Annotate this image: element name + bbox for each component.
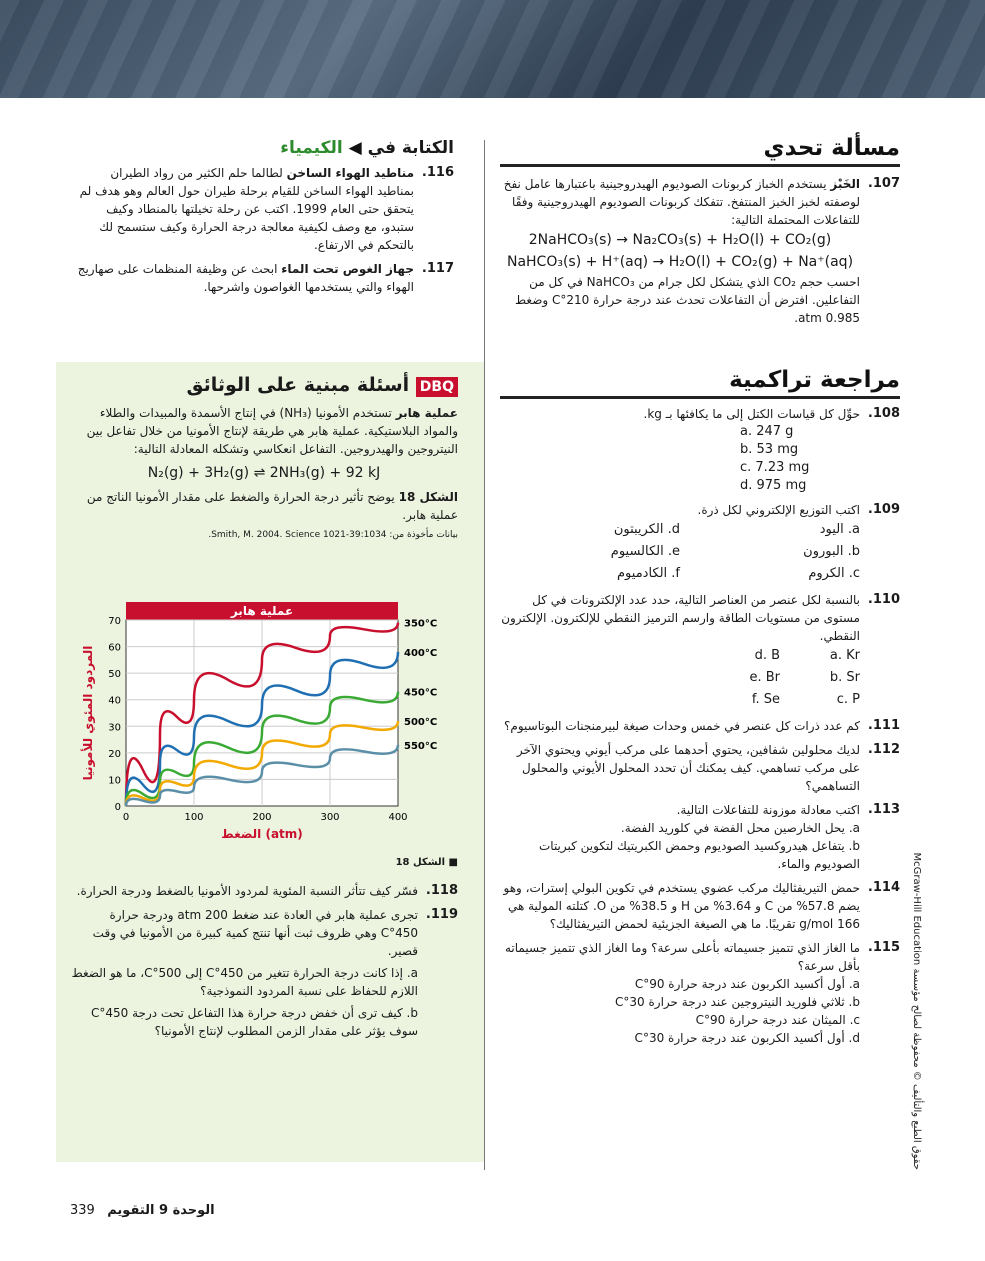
question-text-2: احسب حجم CO₂ الذي يتشكل لكل جرام من NaHCO₃ في كل من التفاعلين. افترض أن التفاعلات تحدث عند درجة حرارة 210°C وضغط 0.985 atm. (515, 275, 860, 325)
question-109 (500, 501, 900, 585)
review-underline (500, 396, 900, 399)
haber-equation: N₂(g) + 3H₂(g) ⇌ 2NH₃(g) + 92 kJ (147, 465, 381, 481)
option-a: a. 247 g (740, 424, 794, 439)
question-text: فسّر كيف تتأثر النسبة المئوية لمردود الأمونيا بالضغط ودرجة الحرارة. (76, 884, 418, 898)
question-number: 118. (425, 883, 458, 898)
y-tick-label: 40 (108, 695, 121, 707)
option-a: a. أول أكسيد الكربون عند درجة حرارة 90°C (634, 977, 860, 991)
question-text: اكتب معادلة موزونة للتفاعلات التالية. (676, 803, 860, 817)
option-b: b. يتفاعل هيدروكسيد الصوديوم وحمض الكبريتيك لتكوين كبريتات الصوديوم والماء. (538, 839, 860, 871)
x-tick-label: 100 (184, 812, 204, 823)
x-tick-label: 200 (252, 812, 272, 823)
y-tick-label: 50 (108, 669, 121, 681)
option-f: f. الكادميوم (617, 566, 680, 581)
dbq-header (70, 374, 458, 396)
question-107 (500, 175, 900, 327)
question-111 (500, 717, 900, 735)
writing-section (70, 138, 454, 302)
y-tick-label: 70 (108, 616, 121, 627)
question-119 (70, 906, 458, 1040)
question-text: لطالما حلم الكثير من رواد الطيران بمناطيد الهواء الساخن للقيام برحلة طيران حول العالم وهو هدف لم يتحقق حتى العام 1999. اكتب عن رحلة تخيلتها بالمنطاد وكيف ستبدو، مع وصف لكيفية معالجة درجة الحرارة وكيف ستسمح لك بالتحكم في الارتفاع. (79, 166, 414, 252)
option-b: b. 53 mg (740, 442, 799, 457)
review-title: مراجعة تراكمية (729, 367, 900, 393)
series-label: 550°C (404, 740, 438, 752)
option-c: c. الكروم (808, 566, 860, 581)
option-a: a. إذا كانت درجة الحرارة تتغير من 450°C إلى 500°C، ما هو الضغط اللازم للحفاظ على نسبة المردود النموذجية؟ (71, 966, 418, 998)
question-number: 119. (425, 907, 458, 922)
question-number: 107. (867, 176, 900, 191)
equation-1: 2NaHCO₃(s) → Na₂CO₃(s) + H₂O(l) + CO₂(g) (528, 232, 832, 248)
question-number: 115. (867, 940, 900, 955)
option-d: d. 975 mg (740, 478, 807, 493)
question-number: 114. (867, 880, 900, 895)
question-text: تجرى عملية هابر في العادة عند ضغط 200 atm ودرجة حرارة 450°C وهي ظروف ثبت أنها تنتج كمية كبيرة من الأمونيا في وقت قصير. (92, 908, 418, 958)
question-text: لديك محلولين شفافين، يحتوي أحدهما على مركب أيوني ويحتوي الآخر على مركب تساهمي. كيف يمكنك أن تحدد المحلول الأيوني والمحلول التساهمي؟ (516, 743, 860, 793)
dbq-box (56, 362, 484, 1162)
question-text: ابحث عن وظيفة المنظمات على صهاريج الهواء والتي يستخدمها الغواصون واشرحها. (77, 262, 414, 294)
option-e: e. الكالسيوم (610, 544, 680, 559)
option-a: a. Kr (829, 648, 860, 663)
question-text: ما الغاز الذي تتميز جسيماته بأعلى سرعة؟ وما الغاز الذي تتميز جسيماته بأقل سرعة؟ (504, 941, 860, 973)
question-text: حمض التيريفثاليك مركب عضوي يستخدم في تكوين البولي إسترات، وهو يضم 57.8% من C و 3.64% من H و 38.5% من O. كتلته المولية هي 166 g/mol تقريبًا. ما هي الصيغة الجزيئية لحمض التيريفثاليك؟ (503, 881, 860, 931)
y-axis-label: المردود المئوي للأمونيا (81, 645, 95, 781)
writing-title (70, 138, 454, 158)
equation-2: NaHCO₃(s) + H⁺(aq) → H₂O(l) + CO₂(g) + Na⁺(aq) (506, 254, 854, 270)
series-label: 400°C (404, 647, 438, 659)
dbq-questions (70, 857, 458, 1046)
right-column (500, 135, 900, 1053)
dbq-source: بيانات مأخوذة من: Smith, M. 2004. Science 1021-39:1034. (208, 530, 458, 540)
question-lead: مناطيد الهواء الساخن (286, 166, 414, 180)
series-label: 450°C (404, 687, 438, 699)
question-text: حوِّل كل قياسات الكتل إلى ما يكافئها بـ kg. (643, 407, 860, 421)
chart-title: عملية هابر (230, 604, 294, 618)
option-f: f. Se (751, 692, 780, 707)
y-tick-label: 20 (108, 748, 121, 760)
dbq-tag: DBQ (416, 377, 458, 397)
option-a: a. يحل الخارصين محل الفضة في كلوريد الفضة. (620, 821, 860, 835)
question-number: 113. (867, 802, 900, 817)
question-114 (500, 879, 900, 933)
y-tick-label: 10 (108, 775, 121, 787)
dbq-content (70, 374, 458, 540)
dbq-intro-text: تستخدم الأمونيا (NH₃) في إنتاج الأسمدة والمبيدات والطلاء والمواد البلاستيكية. عملية هابر هي طريقة لإنتاج الأمونيا من خلال تفاعل بين النيتروجين والهيدروجين. التفاعل انعكاسي وتشكله المعادلة التالية: (86, 406, 458, 456)
option-c: c. 7.23 mg (740, 460, 810, 475)
option-d: d. أول أكسيد الكربون عند درجة حرارة 30°C (634, 1031, 860, 1045)
haber-chart (80, 600, 450, 850)
option-b: b. كيف ترى أن خفض درجة حرارة هذا التفاعل تحت درجة 450°C سوف يؤثر على مقدار الزمن المطلوب لإنتاج الأمونيا؟ (91, 1006, 418, 1038)
dbq-figure-lead: الشكل 18 (398, 490, 458, 504)
dbq-title: أسئلة مبنية على الوثائق (186, 374, 410, 396)
option-d: d. الكريبتون (613, 522, 680, 537)
arrow-icon: ◀ (348, 138, 362, 158)
column-divider (484, 140, 485, 1170)
question-117 (70, 260, 454, 296)
figure-caption: ■ الشكل 18 (395, 857, 458, 868)
question-number: 117. (421, 261, 454, 276)
page-number: 339 (70, 1203, 95, 1218)
question-108 (500, 405, 900, 495)
dbq-figure-text: يوضح تأثير درجة الحرارة والضغط على مقدار الأمونيا الناتج من عملية هابر. (86, 490, 458, 522)
y-tick-label: 30 (108, 722, 121, 734)
writing-title-b: الكيمياء (280, 138, 343, 158)
option-c: c. P (836, 692, 860, 707)
question-lead: الخَبْز (830, 177, 860, 191)
header-banner (0, 0, 985, 98)
option-b: b. Sr (829, 670, 860, 685)
question-text: اكتب التوزيع الإلكتروني لكل ذرة. (697, 503, 860, 517)
challenge-title: مسألة تحدي (763, 135, 900, 161)
x-tick-label: 400 (388, 812, 408, 823)
x-tick-label: 0 (122, 812, 130, 823)
question-116 (70, 164, 454, 254)
x-axis-label: الضغط (atm) (221, 827, 303, 841)
unit-label: الوحدة 9 التقويم (107, 1203, 215, 1218)
dbq-figure-desc (70, 488, 458, 524)
question-number: 108. (867, 406, 900, 421)
question-113 (500, 801, 900, 873)
dbq-intro-lead: عملية هابر (395, 406, 458, 420)
question-text: بالنسبة لكل عنصر من العناصر التالية، حدد عدد الإلكترونات في كل مستوى من مستويات الطاقة وارسم الترميز النقطي للإلكترون. الإلكترون النقطي. (501, 593, 860, 643)
copyright-credit: حقوق الطبع والتأليف © محفوظة لصالح مؤسسة McGraw-Hill Education (911, 852, 922, 1170)
question-text: كم عدد ذرات كل عنصر في خمس وحدات صيغة لبيرمنجنات البوتاسيوم؟ (504, 719, 860, 733)
question-number: 109. (867, 502, 900, 517)
question-text: يستخدم الخباز كربونات الصوديوم الهيدروجينية باعتبارها عامل نفخ لوصفته لخبز الخبز المنتفخ. تتفكك كربونات الصوديوم الهيدروجينية وفقًا للتفاعلات المحتملة التالية: (503, 177, 860, 227)
question-112 (500, 741, 900, 795)
question-118 (70, 882, 458, 900)
series-label: 500°C (404, 716, 438, 728)
option-d: d. B (754, 648, 780, 663)
dbq-intro (70, 404, 458, 458)
writing-title-a: الكتابة في (367, 138, 454, 158)
series-label: 350°C (404, 618, 438, 630)
y-tick-label: 60 (108, 642, 121, 654)
option-a: a. اليود (819, 522, 860, 537)
option-c: c. الميثان عند درجة حرارة 90°C (695, 1013, 860, 1027)
challenge-underline (500, 164, 900, 167)
question-110 (500, 591, 900, 711)
y-tick-label: 0 (114, 802, 121, 813)
option-b: b. ثلاثي فلوريد النيتروجين عند درجة حرارة 30°C (615, 995, 860, 1009)
question-number: 112. (867, 742, 900, 757)
question-number: 110. (867, 592, 900, 607)
question-number: 116. (421, 165, 454, 180)
option-b: b. البورون (803, 544, 860, 559)
question-115 (500, 939, 900, 1047)
question-lead: جهاز الغوص تحت الماء (281, 262, 414, 276)
page-footer (70, 1203, 215, 1218)
question-number: 111. (867, 718, 900, 733)
x-tick-label: 300 (320, 812, 340, 823)
option-e: e. Br (749, 670, 780, 685)
